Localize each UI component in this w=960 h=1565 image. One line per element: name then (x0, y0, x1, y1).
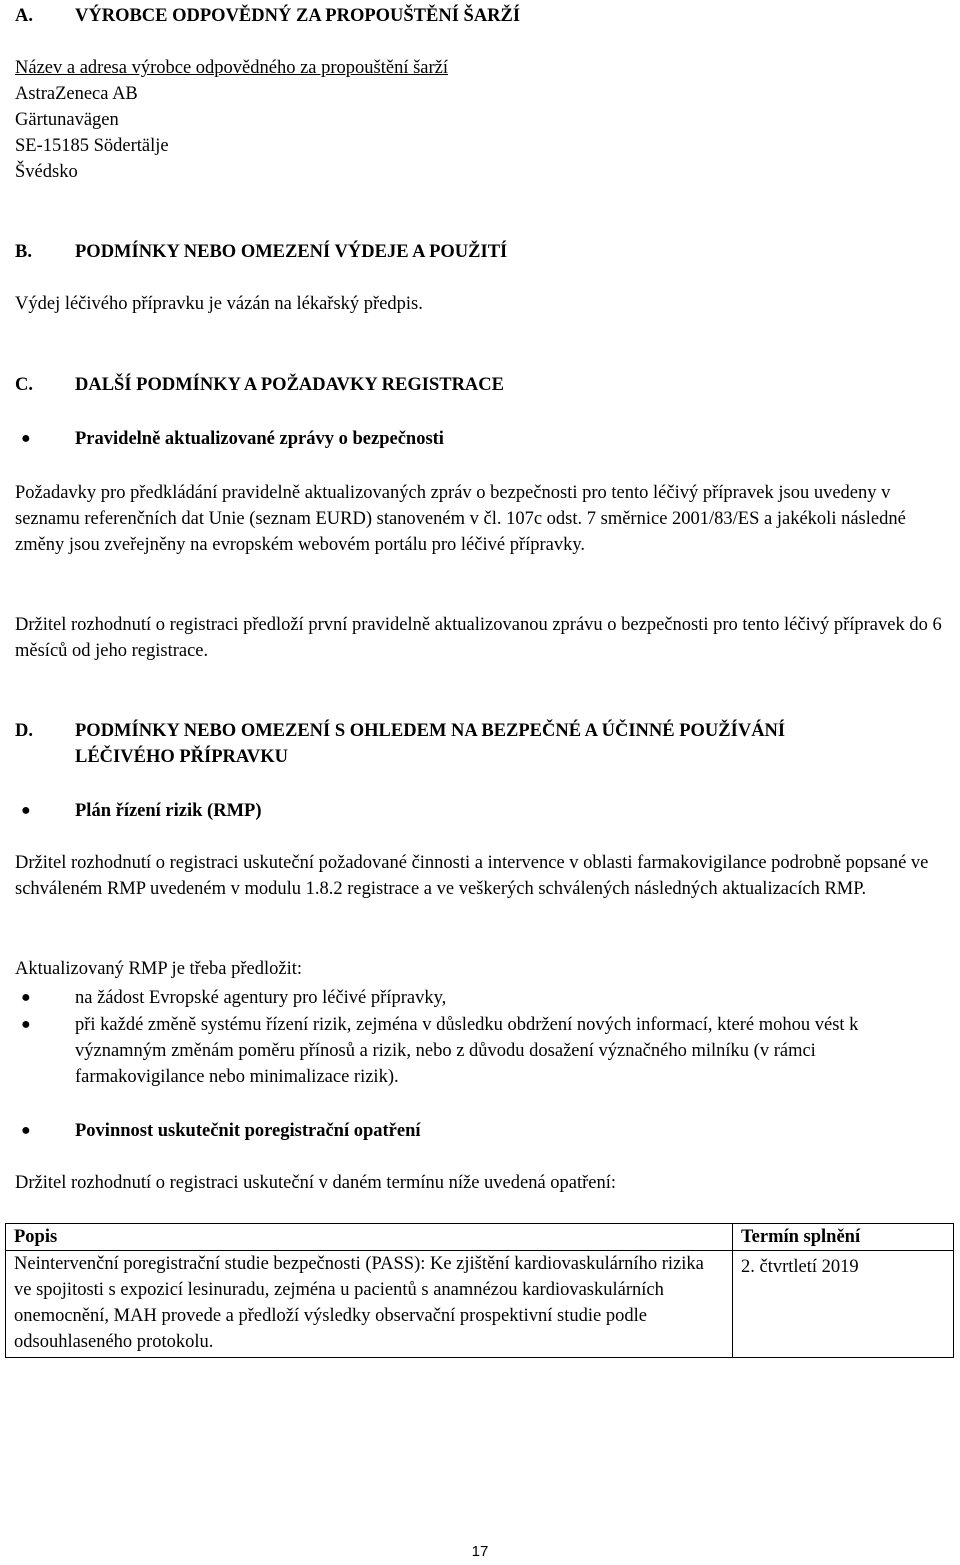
obligation-heading: Povinnost uskutečnit poregistrační opatření (75, 1121, 421, 1141)
bullet-icon: ● (21, 989, 31, 1006)
rmp-update-intro: Aktualizovaný RMP je třeba předložit: (15, 959, 303, 979)
table-header-row (6, 1224, 954, 1251)
manufacturer-subtitle: Název a adresa výrobce odpovědného za propouštění šarží (15, 58, 449, 78)
section-b-title: PODMÍNKY NEBO OMEZENÍ VÝDEJE A POUŽITÍ (75, 242, 508, 262)
rmp-update-item: na žádost Evropské agentury pro léčivé přípravky, (75, 988, 447, 1008)
psur-heading: Pravidelně aktualizované zprávy o bezpečnosti (75, 429, 444, 449)
bullet-icon: ● (21, 430, 31, 447)
table-cell: Neintervenční poregistrační studie bezpečnosti (PASS): Ke zjištění kardiovaskulárního rizika ve spojitosti s expozicí lesinuradu, zejména u pacientů s anamnézou kardiovaskulárních onemocnění, MAH provede a předloží výsledky observační prospektivní studie podle odsouhlaseného protokolu. (6, 1251, 733, 1358)
section-d-title-line: PODMÍNKY NEBO OMEZENÍ S OHLEDEM NA BEZPEČNÉ A ÚČINNÉ POUŽÍVÁNÍ (75, 721, 786, 741)
rmp-paragraph: Držitel rozhodnutí o registraci uskuteční požadované činnosti a intervence v oblasti farmakovigilance podrobně popsané ve schváleném RMP uvedeném v modulu 1.8.2 registrace a ve veškerých schválených následných aktualizacích RMP. (15, 853, 929, 899)
table-header-cell: Popis (6, 1224, 733, 1251)
bullet-icon: ● (21, 1016, 31, 1033)
section-b-letter: B. (15, 242, 32, 262)
first-psur-paragraph: Držitel rozhodnutí o registraci předloží první pravidelně aktualizovanou zprávu o bezpečnosti pro tento léčivý přípravek do 6 měsíců od jeho registrace. (15, 615, 942, 661)
address-line: SE-15185 Södertälje (15, 136, 169, 156)
address-line: AstraZeneca AB (15, 84, 138, 104)
section-d-title-line: LÉČIVÉHO PŘÍPRAVKU (75, 747, 288, 767)
obligation-intro: Držitel rozhodnutí o registraci uskuteční v daném termínu níže uvedená opatření: (15, 1173, 617, 1193)
section-b-text: Výdej léčivého přípravku je vázán na lékařský předpis. (15, 294, 423, 314)
psur-paragraph: Požadavky pro předkládání pravidelně aktualizovaných zpráv o bezpečnosti pro tento léčivý přípravek jsou uvedeny v seznamu referenčních dat Unie (seznam EURD) stanoveném v čl. 107c odst. 7 směrnice 2001/83/ES a jakékoli následné změny jsou zveřejněny na evropském webovém portálu pro léčivé přípravky. (15, 483, 906, 555)
rmp-heading: Plán řízení rizik (RMP) (75, 801, 262, 821)
table-header-cell: Termín splnění (733, 1224, 954, 1251)
section-c-title: DALŠÍ PODMÍNKY A POŽADAVKY REGISTRACE (75, 375, 504, 395)
page-number: 17 (471, 1543, 489, 1560)
obligations-table (5, 1223, 954, 1358)
section-c-letter: C. (15, 375, 33, 395)
section-d-title (75, 718, 955, 770)
address-line: Švédsko (15, 162, 78, 182)
section-d-letter: D. (15, 721, 33, 741)
section-a-letter: A. (15, 6, 33, 26)
bullet-icon: ● (21, 802, 31, 819)
bullet-icon: ● (21, 1122, 31, 1139)
address-line: Gärtunavägen (15, 110, 119, 130)
table-cell: 2. čtvrtletí 2019 (733, 1251, 954, 1358)
section-a-title: VÝROBCE ODPOVĚDNÝ ZA PROPOUŠTĚNÍ ŠARŽÍ (75, 6, 521, 26)
table-row (6, 1251, 954, 1358)
rmp-update-item: při každé změně systému řízení rizik, zejména v důsledku obdržení nových informací, které mohou vést k významným změnám poměru přínosů a rizik, nebo z důvodu dosažení význačného milníku (v rámci farmakovigilance nebo minimalizace rizik). (75, 1015, 859, 1087)
